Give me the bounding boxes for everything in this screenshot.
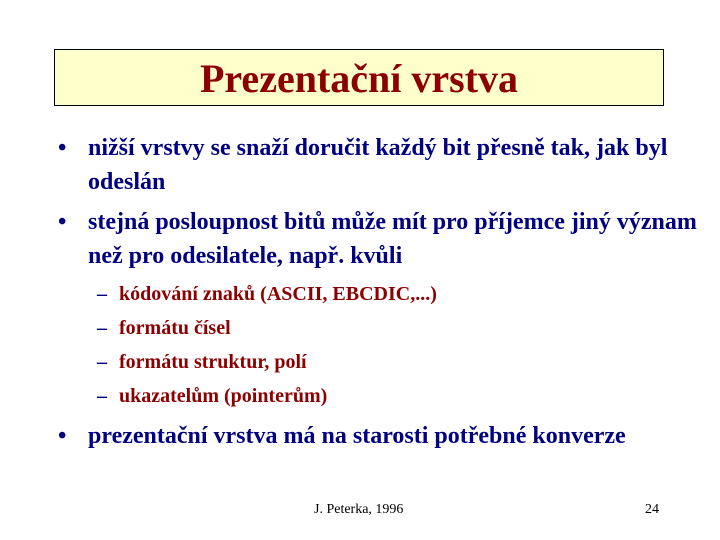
bullet-text: prezentační vrstva má na starosti potřebné konverze <box>88 423 626 449</box>
sub-marker: – <box>97 317 107 339</box>
bullet-marker: • <box>58 209 67 235</box>
sub-marker: – <box>97 385 107 407</box>
sub-bullet-text: formátu struktur, polí <box>119 351 307 373</box>
bullet-marker: • <box>58 135 67 161</box>
bullet-3 <box>58 419 698 453</box>
sub-bullet-1 <box>97 282 677 306</box>
bullet-text: nižší vrstvy se snaží doručit každý bit přesně tak, jak byl odeslán <box>88 135 668 195</box>
sub-bullet-4 <box>97 384 677 408</box>
sub-bullet-2 <box>97 316 677 340</box>
bullet-text: stejná posloupnost bitů může mít pro příjemce jiný význam než pro odesilatele, např. kvůli <box>88 209 697 269</box>
bullet-1 <box>58 131 698 199</box>
title-box <box>54 49 664 106</box>
sub-bullet-text: ukazatelům (pointerům) <box>119 385 328 407</box>
sub-bullet-text: kódování znaků (ASCII, EBCDIC,...) <box>119 283 437 305</box>
bullet-2 <box>58 205 698 273</box>
page-number: 24 <box>645 502 659 517</box>
footer-author: J. Peterka, 1996 <box>314 502 404 517</box>
sub-bullet-3 <box>97 350 677 374</box>
sub-bullet-text: formátu čísel <box>119 317 231 339</box>
bullet-marker: • <box>58 423 67 449</box>
sub-marker: – <box>97 351 107 373</box>
sub-marker: – <box>97 283 107 305</box>
slide-title: Prezentační vrstva <box>199 55 519 101</box>
